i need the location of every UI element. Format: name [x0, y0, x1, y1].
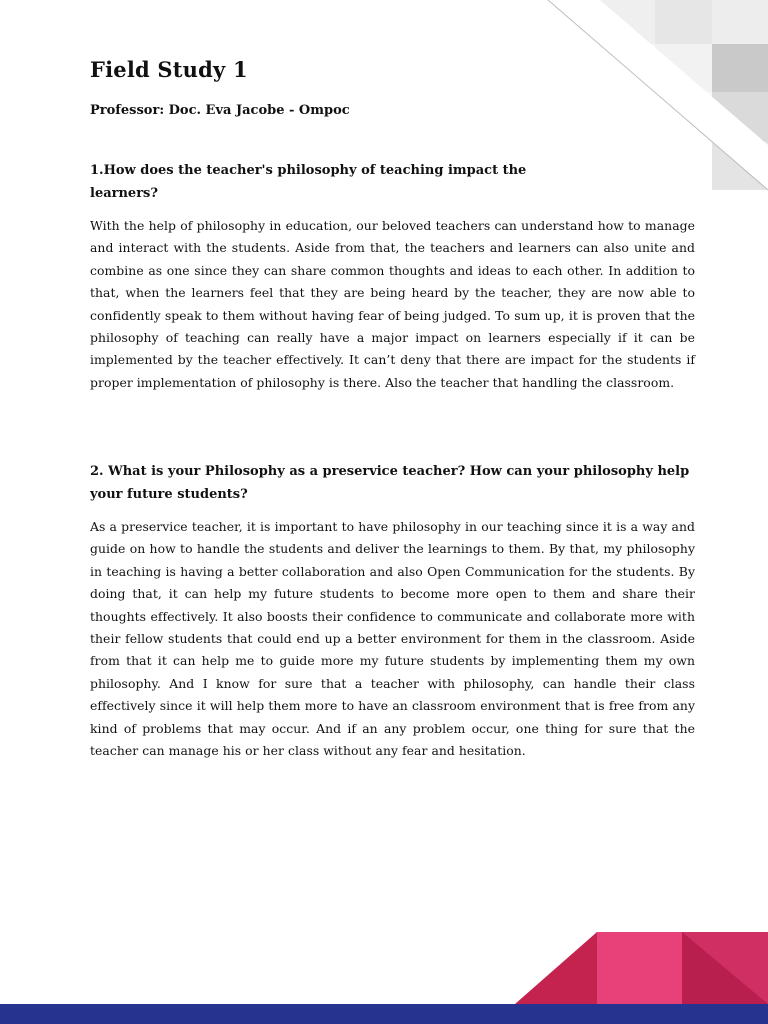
bottom-corner-decoration [0, 920, 768, 1024]
professor-line: Professor: Doc. Eva Jacobe - Ompoc [90, 103, 350, 118]
question-2: 2. What is your Philosophy as a preservice teacher? How can your philosophy help your future students? [90, 464, 690, 502]
page-title: Field Study 1 [90, 57, 248, 82]
answer-1: With the help of philosophy in education, our beloved teachers can understand how to manage and interact with the students. Aside from that, the teachers and learners can also unite and combine as one since they can share common thoughts and ideas to each other. In addition to that, when the learners feel that they are being heard by the teacher, they are now able to confidently speak to them without having fear of being judged. To sum up, it is proven that the philosophy of teaching can really have a major impact on learners especially if it can be implemented by the teacher effectively. It can’t deny that there are impact for the students if proper implementation of philosophy is there. Also the teacher that handling the classroom. [90, 218, 695, 390]
question-1: 1.How does the teacher's philosophy of teaching impact the learners? [90, 163, 527, 201]
answer-2: As a preservice teacher, it is important to have philosophy in our teaching since it is a way and guide on how to handle the students and deliver the learnings to them. By that, my philosophy in teaching is having a better collaboration and also Open Communication for the students. By doing that, it can help my future students to become more open to them and share their thoughts effectively. It also boosts their confidence to communicate and collaborate more with their fellow students that could end up a better environment for them in the classroom. Aside from that it can help me to guide more my future students by implementing them my own philosophy. And I know for sure that a teacher with philosophy, can handle their class effectively since it will help them more to have an classroom environment that is free from any kind of problems that may occur. And if an any problem occur, one thing for sure that the teacher can manage his or her class without any fear and hesitation. [90, 519, 695, 759]
